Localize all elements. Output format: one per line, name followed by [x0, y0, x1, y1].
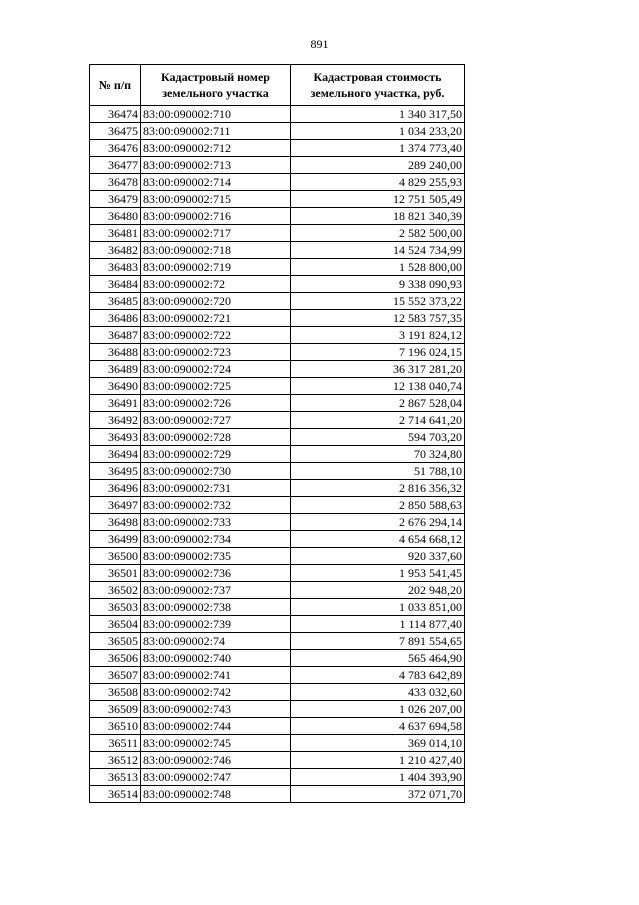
cadastral-value: 7 196 024,15: [291, 344, 465, 361]
cadastral-value: 1 374 773,40: [291, 140, 465, 157]
cadastral-value: 1 210 427,40: [291, 752, 465, 769]
cadastral-number: 83:00:090002:733: [141, 514, 291, 531]
row-number: 36474: [90, 106, 141, 123]
cadastral-number: 83:00:090002:718: [141, 242, 291, 259]
row-number: 36513: [90, 769, 141, 786]
cadastral-number: 83:00:090002:735: [141, 548, 291, 565]
row-number: 36475: [90, 123, 141, 140]
table-row: [90, 174, 465, 191]
cadastral-value: 2 676 294,14: [291, 514, 465, 531]
row-number: 36501: [90, 565, 141, 582]
row-number: 36483: [90, 259, 141, 276]
row-number: 36479: [90, 191, 141, 208]
cadastral-value: 9 338 090,93: [291, 276, 465, 293]
cadastral-value: 594 703,20: [291, 429, 465, 446]
cadastral-value: 1 404 393,90: [291, 769, 465, 786]
table-row: [90, 667, 465, 684]
table-row: [90, 293, 465, 310]
header-cadastral-value: Кадастровая стоимость земельного участка, руб.: [291, 65, 465, 106]
cadastral-number: 83:00:090002:730: [141, 463, 291, 480]
row-number: 36507: [90, 667, 141, 684]
cadastral-value: 2 867 528,04: [291, 395, 465, 412]
table-row: [90, 633, 465, 650]
header-cadastral-number: Кадастровый номер земельного участка: [141, 65, 291, 106]
row-number: 36500: [90, 548, 141, 565]
table-row: [90, 276, 465, 293]
cadastral-number: 83:00:090002:739: [141, 616, 291, 633]
table-row: [90, 395, 465, 412]
cadastral-number: 83:00:090002:745: [141, 735, 291, 752]
cadastral-number: 83:00:090002:712: [141, 140, 291, 157]
table-row: [90, 769, 465, 786]
cadastral-value: 202 948,20: [291, 582, 465, 599]
row-number: 36495: [90, 463, 141, 480]
table-row: [90, 548, 465, 565]
row-number: 36491: [90, 395, 141, 412]
cadastral-value: 12 751 505,49: [291, 191, 465, 208]
cadastral-value: 15 552 373,22: [291, 293, 465, 310]
table-row: [90, 327, 465, 344]
cadastral-value: 1 953 541,45: [291, 565, 465, 582]
row-number: 36486: [90, 310, 141, 327]
cadastral-number: 83:00:090002:715: [141, 191, 291, 208]
cadastral-value: 2 850 588,63: [291, 497, 465, 514]
cadastral-number: 83:00:090002:744: [141, 718, 291, 735]
table-body: [90, 106, 465, 803]
cadastral-number: 83:00:090002:729: [141, 446, 291, 463]
cadastral-value: 2 714 641,20: [291, 412, 465, 429]
row-number: 36511: [90, 735, 141, 752]
cadastral-value: 2 816 356,32: [291, 480, 465, 497]
cadastral-number: 83:00:090002:728: [141, 429, 291, 446]
cadastral-value: 1 340 317,50: [291, 106, 465, 123]
cadastral-value: 4 783 642,89: [291, 667, 465, 684]
cadastral-number: 83:00:090002:719: [141, 259, 291, 276]
cadastral-value: 1 528 800,00: [291, 259, 465, 276]
cadastral-value: 1 026 207,00: [291, 701, 465, 718]
cadastral-number: 83:00:090002:726: [141, 395, 291, 412]
cadastral-number: 83:00:090002:747: [141, 769, 291, 786]
cadastral-value: 12 138 040,74: [291, 378, 465, 395]
cadastral-value: 36 317 281,20: [291, 361, 465, 378]
cadastral-number: 83:00:090002:742: [141, 684, 291, 701]
table-row: [90, 497, 465, 514]
table-row: [90, 259, 465, 276]
table-row: [90, 599, 465, 616]
table-row: [90, 514, 465, 531]
header-row: [90, 65, 465, 106]
table-row: [90, 225, 465, 242]
table-row: [90, 310, 465, 327]
row-number: 36498: [90, 514, 141, 531]
table-row: [90, 140, 465, 157]
cadastral-value: 372 071,70: [291, 786, 465, 803]
cadastral-number: 83:00:090002:740: [141, 650, 291, 667]
row-number: 36509: [90, 701, 141, 718]
cadastral-number: 83:00:090002:743: [141, 701, 291, 718]
cadastral-value: 14 524 734,99: [291, 242, 465, 259]
cadastral-number: 83:00:090002:720: [141, 293, 291, 310]
cadastral-number: 83:00:090002:732: [141, 497, 291, 514]
row-number: 36481: [90, 225, 141, 242]
row-number: 36484: [90, 276, 141, 293]
cadastral-number: 83:00:090002:714: [141, 174, 291, 191]
page-number: 891: [310, 37, 329, 51]
table-row: [90, 361, 465, 378]
cadastral-table: [89, 64, 465, 803]
table-row: [90, 752, 465, 769]
row-number: 36506: [90, 650, 141, 667]
cadastral-value: 70 324,80: [291, 446, 465, 463]
row-number: 36485: [90, 293, 141, 310]
cadastral-value: 3 191 824,12: [291, 327, 465, 344]
table-header: [90, 65, 465, 106]
row-number: 36505: [90, 633, 141, 650]
cadastral-number: 83:00:090002:74: [141, 633, 291, 650]
cadastral-value: 433 032,60: [291, 684, 465, 701]
row-number: 36480: [90, 208, 141, 225]
row-number: 36487: [90, 327, 141, 344]
row-number: 36508: [90, 684, 141, 701]
cadastral-number: 83:00:090002:716: [141, 208, 291, 225]
cadastral-number: 83:00:090002:723: [141, 344, 291, 361]
cadastral-value: 565 464,90: [291, 650, 465, 667]
table-row: [90, 480, 465, 497]
cadastral-value: 4 654 668,12: [291, 531, 465, 548]
table-row: [90, 191, 465, 208]
cadastral-value: 1 034 233,20: [291, 123, 465, 140]
cadastral-value: 4 829 255,93: [291, 174, 465, 191]
row-number: 36490: [90, 378, 141, 395]
cadastral-number: 83:00:090002:724: [141, 361, 291, 378]
cadastral-number: 83:00:090002:717: [141, 225, 291, 242]
table-row: [90, 412, 465, 429]
table-row: [90, 735, 465, 752]
table-row: [90, 565, 465, 582]
row-number: 36503: [90, 599, 141, 616]
table-row: [90, 650, 465, 667]
table-row: [90, 616, 465, 633]
table-row: [90, 446, 465, 463]
table-row: [90, 378, 465, 395]
table-row: [90, 106, 465, 123]
row-number: 36496: [90, 480, 141, 497]
row-number: 36482: [90, 242, 141, 259]
cadastral-number: 83:00:090002:736: [141, 565, 291, 582]
cadastral-number: 83:00:090002:722: [141, 327, 291, 344]
header-num: № п/п: [90, 65, 141, 106]
cadastral-value: 1 033 851,00: [291, 599, 465, 616]
table-row: [90, 463, 465, 480]
cadastral-value: 289 240,00: [291, 157, 465, 174]
row-number: 36493: [90, 429, 141, 446]
cadastral-value: 369 014,10: [291, 735, 465, 752]
row-number: 36497: [90, 497, 141, 514]
row-number: 36489: [90, 361, 141, 378]
cadastral-value: 18 821 340,39: [291, 208, 465, 225]
cadastral-number: 83:00:090002:713: [141, 157, 291, 174]
cadastral-value: 1 114 877,40: [291, 616, 465, 633]
cadastral-value: 7 891 554,65: [291, 633, 465, 650]
table-row: [90, 157, 465, 174]
table-row: [90, 786, 465, 803]
row-number: 36478: [90, 174, 141, 191]
table-row: [90, 344, 465, 361]
table-row: [90, 684, 465, 701]
table-row: [90, 718, 465, 735]
row-number: 36476: [90, 140, 141, 157]
cadastral-number: 83:00:090002:741: [141, 667, 291, 684]
row-number: 36492: [90, 412, 141, 429]
row-number: 36512: [90, 752, 141, 769]
table-row: [90, 429, 465, 446]
table-row: [90, 531, 465, 548]
cadastral-number: 83:00:090002:734: [141, 531, 291, 548]
cadastral-number: 83:00:090002:738: [141, 599, 291, 616]
cadastral-value: 51 788,10: [291, 463, 465, 480]
row-number: 36494: [90, 446, 141, 463]
table-row: [90, 123, 465, 140]
cadastral-number: 83:00:090002:748: [141, 786, 291, 803]
cadastral-number: 83:00:090002:711: [141, 123, 291, 140]
table-row: [90, 701, 465, 718]
row-number: 36499: [90, 531, 141, 548]
cadastral-value: 4 637 694,58: [291, 718, 465, 735]
cadastral-number: 83:00:090002:727: [141, 412, 291, 429]
cadastral-value: 920 337,60: [291, 548, 465, 565]
cadastral-number: 83:00:090002:737: [141, 582, 291, 599]
cadastral-value: 2 582 500,00: [291, 225, 465, 242]
row-number: 36502: [90, 582, 141, 599]
row-number: 36477: [90, 157, 141, 174]
table-row: [90, 242, 465, 259]
cadastral-number: 83:00:090002:725: [141, 378, 291, 395]
row-number: 36504: [90, 616, 141, 633]
table-row: [90, 582, 465, 599]
cadastral-value: 12 583 757,35: [291, 310, 465, 327]
cadastral-number: 83:00:090002:721: [141, 310, 291, 327]
row-number: 36514: [90, 786, 141, 803]
cadastral-number: 83:00:090002:72: [141, 276, 291, 293]
row-number: 36488: [90, 344, 141, 361]
row-number: 36510: [90, 718, 141, 735]
cadastral-number: 83:00:090002:746: [141, 752, 291, 769]
cadastral-number: 83:00:090002:710: [141, 106, 291, 123]
table-row: [90, 208, 465, 225]
cadastral-number: 83:00:090002:731: [141, 480, 291, 497]
